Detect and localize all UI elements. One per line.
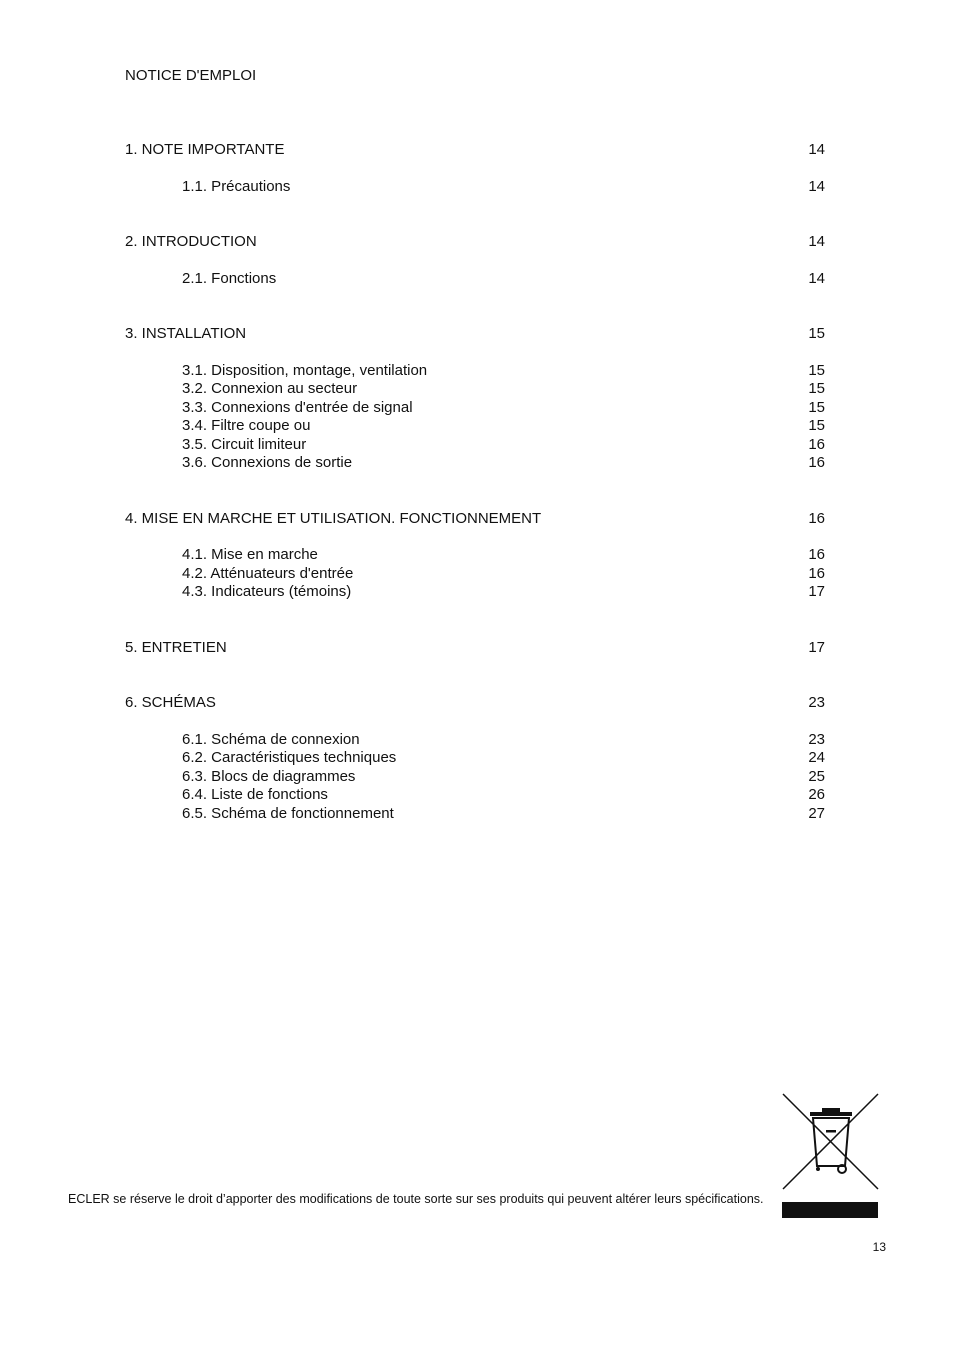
toc-subsection — [125, 546, 825, 565]
toc-page-number: 15 — [808, 325, 825, 342]
toc-subsection-label: 4.3. Indicateurs (témoins) — [182, 583, 352, 600]
toc-subsection — [125, 731, 825, 750]
disclaimer-text: ECLER se réserve le droit d’apporter des modifications de toute sorte sur ses produits qui peuvent altérer leurs spécifications. — [68, 1192, 764, 1206]
toc-subsection-label: 4.2. Atténuateurs d'entrée — [182, 564, 354, 582]
page-number: 13 — [872, 1240, 886, 1254]
toc-page-number: 14 — [808, 141, 825, 158]
toc-section-label: 5. ENTRETIEN — [125, 638, 227, 656]
toc-page-number: 14 — [808, 233, 825, 250]
toc-section-label: 4. MISE EN MARCHE ET UTILISATION. FONCTIONNEMENT — [125, 509, 542, 527]
toc-page-number: 16 — [808, 435, 825, 453]
toc-page-number: 14 — [808, 177, 825, 195]
toc-section-label: 1. NOTE IMPORTANTE — [125, 141, 285, 158]
toc-subsection-label: 1.1. Précautions — [182, 177, 291, 195]
toc-subsection-label: 3.5. Circuit limiteur — [182, 435, 307, 453]
toc-page-number: 16 — [808, 454, 825, 471]
toc-page-number: 25 — [808, 767, 825, 785]
toc-page-number: 14 — [808, 269, 825, 287]
table-of-contents — [125, 141, 825, 823]
toc-subsection — [125, 454, 825, 473]
toc-subsection-label: 3.4. Filtre coupe ou — [182, 417, 311, 434]
document-title: NOTICE D'EMPLOI — [125, 67, 257, 84]
toc-subsection-label: 6.5. Schéma de fonctionnement — [182, 804, 394, 822]
toc-subsection — [125, 749, 825, 768]
toc-subsection-label: 6.4. Liste de fonctions — [182, 786, 328, 803]
toc-subsection-label: 3.6. Connexions de sortie — [182, 454, 353, 471]
toc-subsection — [125, 583, 825, 602]
toc-section-label: 6. SCHÉMAS — [125, 694, 216, 711]
toc-subsection — [125, 436, 825, 455]
toc-subsection — [125, 768, 825, 787]
weee-crossed-bin-icon — [780, 1092, 880, 1219]
toc-subsection — [125, 399, 825, 418]
toc-page-number: 27 — [808, 804, 825, 822]
toc-section — [125, 233, 825, 252]
toc-page-number: 23 — [808, 730, 825, 748]
toc-section — [125, 694, 825, 713]
toc-subsection — [125, 786, 825, 805]
toc-page-number: 23 — [808, 694, 825, 711]
toc-subsection-label: 2.1. Fonctions — [182, 269, 277, 287]
toc-page-number: 16 — [808, 564, 825, 582]
toc-subsection-label: 6.1. Schéma de connexion — [182, 730, 360, 748]
toc-subsection — [125, 565, 825, 584]
toc-page-number: 17 — [808, 583, 825, 600]
toc-section-label: 2. INTRODUCTION — [125, 233, 257, 250]
toc-section — [125, 325, 825, 344]
toc-page-number: 16 — [808, 509, 825, 527]
toc-page-number: 26 — [808, 786, 825, 803]
toc-page-number: 15 — [808, 361, 825, 379]
toc-subsection-label: 4.1. Mise en marche — [182, 546, 318, 563]
toc-page-number: 16 — [808, 546, 825, 563]
toc-subsection — [125, 380, 825, 399]
toc-section — [125, 510, 825, 529]
toc-subsection-label: 6.2. Caractéristiques techniques — [182, 749, 397, 766]
toc-subsection — [125, 178, 825, 197]
toc-page-number: 17 — [808, 638, 825, 656]
toc-page-number: 15 — [808, 398, 825, 416]
toc-subsection — [125, 270, 825, 289]
toc-subsection-label: 3.1. Disposition, montage, ventilation — [182, 361, 428, 379]
toc-subsection — [125, 805, 825, 824]
toc-section — [125, 141, 825, 160]
toc-subsection — [125, 417, 825, 436]
toc-section — [125, 639, 825, 658]
toc-subsection-label: 3.3. Connexions d'entrée de signal — [182, 398, 413, 416]
toc-subsection-label: 3.2. Connexion au secteur — [182, 380, 358, 397]
toc-page-number: 15 — [808, 380, 825, 397]
toc-subsection-label: 6.3. Blocs de diagrammes — [182, 767, 356, 785]
toc-page-number: 15 — [808, 417, 825, 434]
toc-page-number: 24 — [808, 749, 825, 766]
toc-section-label: 3. INSTALLATION — [125, 325, 247, 342]
toc-subsection — [125, 362, 825, 381]
